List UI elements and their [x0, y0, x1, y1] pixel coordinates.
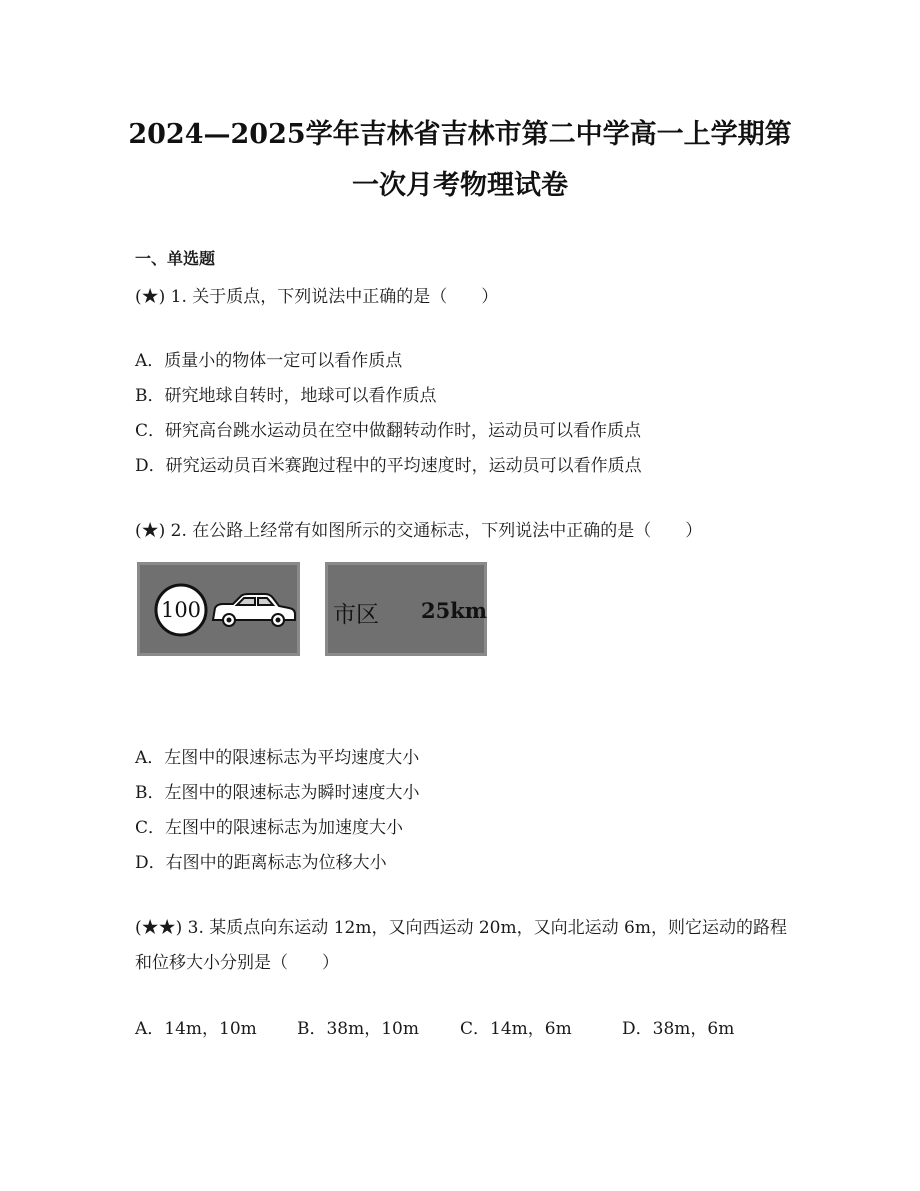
distance-sign-place: 市区 — [333, 602, 379, 628]
distance-sign — [325, 562, 487, 656]
question-3-option-a[interactable]: A．14m，10m — [135, 1019, 257, 1039]
question-2-option-d[interactable]: D．右图中的距离标志为位移大小 — [135, 853, 387, 873]
distance-sign-value: 25km — [421, 598, 487, 623]
speed-limit-value: 100 — [160, 598, 202, 622]
section-heading: 一、单选题 — [135, 249, 216, 268]
page-title-line2: 一次月考物理试卷 — [352, 170, 568, 201]
question-2-option-b[interactable]: B．左图中的限速标志为瞬时速度大小 — [135, 783, 420, 803]
question-3-option-b[interactable]: B．38m，10m — [297, 1019, 419, 1039]
question-1-option-d[interactable]: D．研究运动员百米赛跑过程中的平均速度时，运动员可以看作质点 — [135, 456, 642, 476]
question-1-option-b[interactable]: B．研究地球自转时，地球可以看作质点 — [135, 386, 437, 406]
question-1-prompt: (★) 1. 关于质点，下列说法中正确的是（ ） — [135, 287, 499, 307]
question-2-option-a[interactable]: A．左图中的限速标志为平均速度大小 — [135, 748, 420, 768]
question-3-option-c[interactable]: C．14m，6m — [460, 1019, 572, 1039]
question-3-prompt-line2: 和位移大小分别是（ ） — [135, 953, 339, 973]
question-2-prompt: (★) 2. 在公路上经常有如图所示的交通标志，下列说法中正确的是（ ） — [135, 521, 703, 541]
question-3-prompt-line1: (★★) 3. 某质点向东运动 12m，又向西运动 20m，又向北运动 6m，则它运动的路程 — [135, 918, 787, 938]
question-2-option-c[interactable]: C．左图中的限速标志为加速度大小 — [135, 818, 404, 838]
question-3-option-d[interactable]: D．38m，6m — [622, 1019, 735, 1039]
question-1-option-a[interactable]: A．质量小的物体一定可以看作质点 — [135, 351, 403, 371]
speed-limit-sign — [137, 562, 300, 656]
question-1-option-c[interactable]: C．研究高台跳水运动员在空中做翻转动作时，运动员可以看作质点 — [135, 421, 642, 441]
page-title-line1: 2024—2025学年吉林省吉林市第二中学高一上学期第 — [128, 119, 792, 150]
